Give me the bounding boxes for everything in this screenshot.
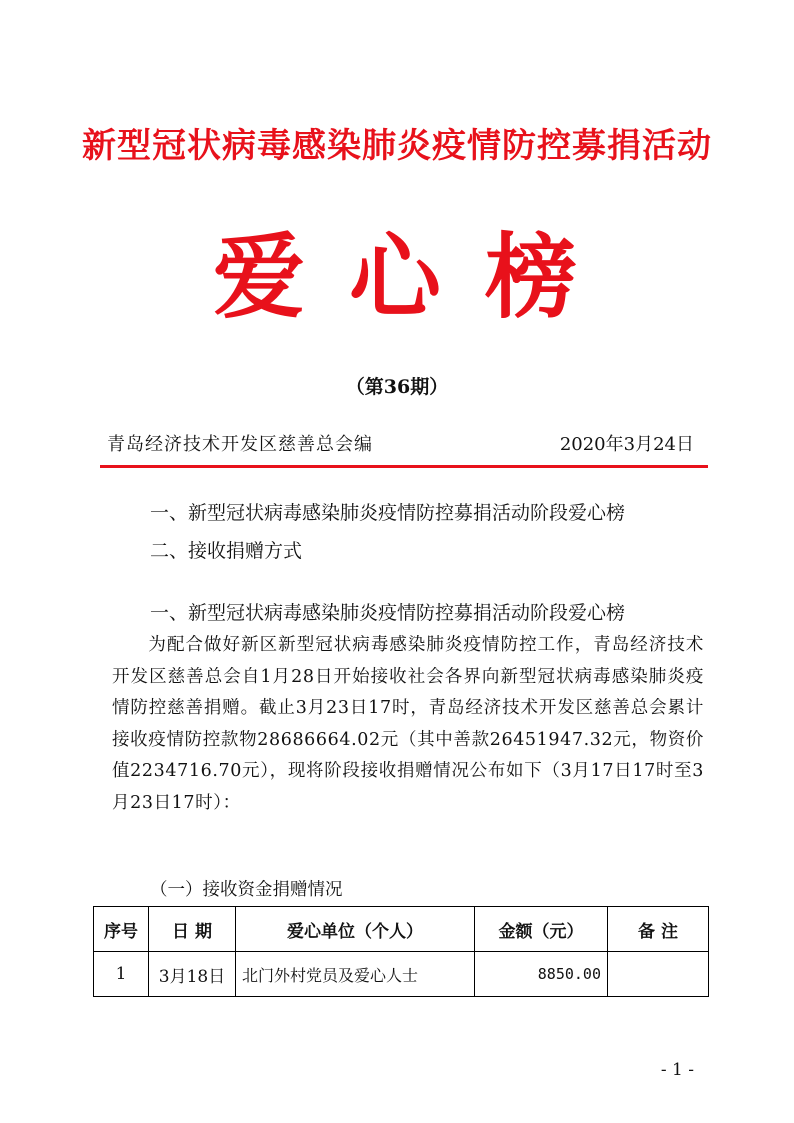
document-big-title: 爱心榜: [212, 223, 621, 331]
publish-date: 2020年3月24日: [559, 434, 694, 455]
cell-remarks: [608, 952, 709, 997]
section-heading: 一、新型冠状病毒感染肺炎疫情防控募捐活动阶段爱心榜: [150, 602, 626, 624]
col-header-donor: 爱心单位（个人）: [236, 907, 475, 952]
subsection-heading: （一）接收资金捐赠情况: [150, 880, 343, 900]
col-header-index: 序号: [94, 907, 149, 952]
donation-table: [93, 906, 709, 997]
red-divider: [100, 465, 708, 468]
toc-item-2: 二、接收捐赠方式: [150, 540, 303, 562]
cell-donor: 北门外村党员及爱心人士: [236, 952, 475, 997]
col-header-date: 日 期: [149, 907, 236, 952]
cell-index: 1: [94, 952, 149, 997]
paragraph-text: 为配合做好新区新型冠状病毒感染肺炎疫情防控工作，青岛经济技术开发区慈善总会自1月28日开始接收社会各界向新型冠状病毒感染肺炎疫情防控慈善捐赠。截止3月23日17时，青岛经济技术开发区慈善总会累计接收疫情防控款物28686664.02元（其中善款26451947.32元，物资价值2234716.70元），现将阶段接收捐赠情况公布如下（3月17日17时至3月23日17时）：: [112, 635, 704, 813]
toc-item-1: 一、新型冠状病毒感染肺炎疫情防控募捐活动阶段爱心榜: [150, 502, 626, 524]
issue-number: （第36期）: [345, 376, 449, 398]
page-number: - 1 -: [660, 1060, 694, 1080]
section-paragraph: [112, 630, 704, 819]
col-header-amount: 金额（元）: [475, 907, 608, 952]
cell-date: 3月18日: [149, 952, 236, 997]
table-row: [94, 952, 709, 997]
cell-amount: 8850.00: [475, 952, 608, 997]
publisher-label: 青岛经济技术开发区慈善总会编: [107, 434, 373, 455]
document-main-title: 新型冠状病毒感染肺炎疫情防控募捐活动: [82, 126, 712, 166]
table-header-row: [94, 907, 709, 952]
col-header-remarks: 备 注: [608, 907, 709, 952]
